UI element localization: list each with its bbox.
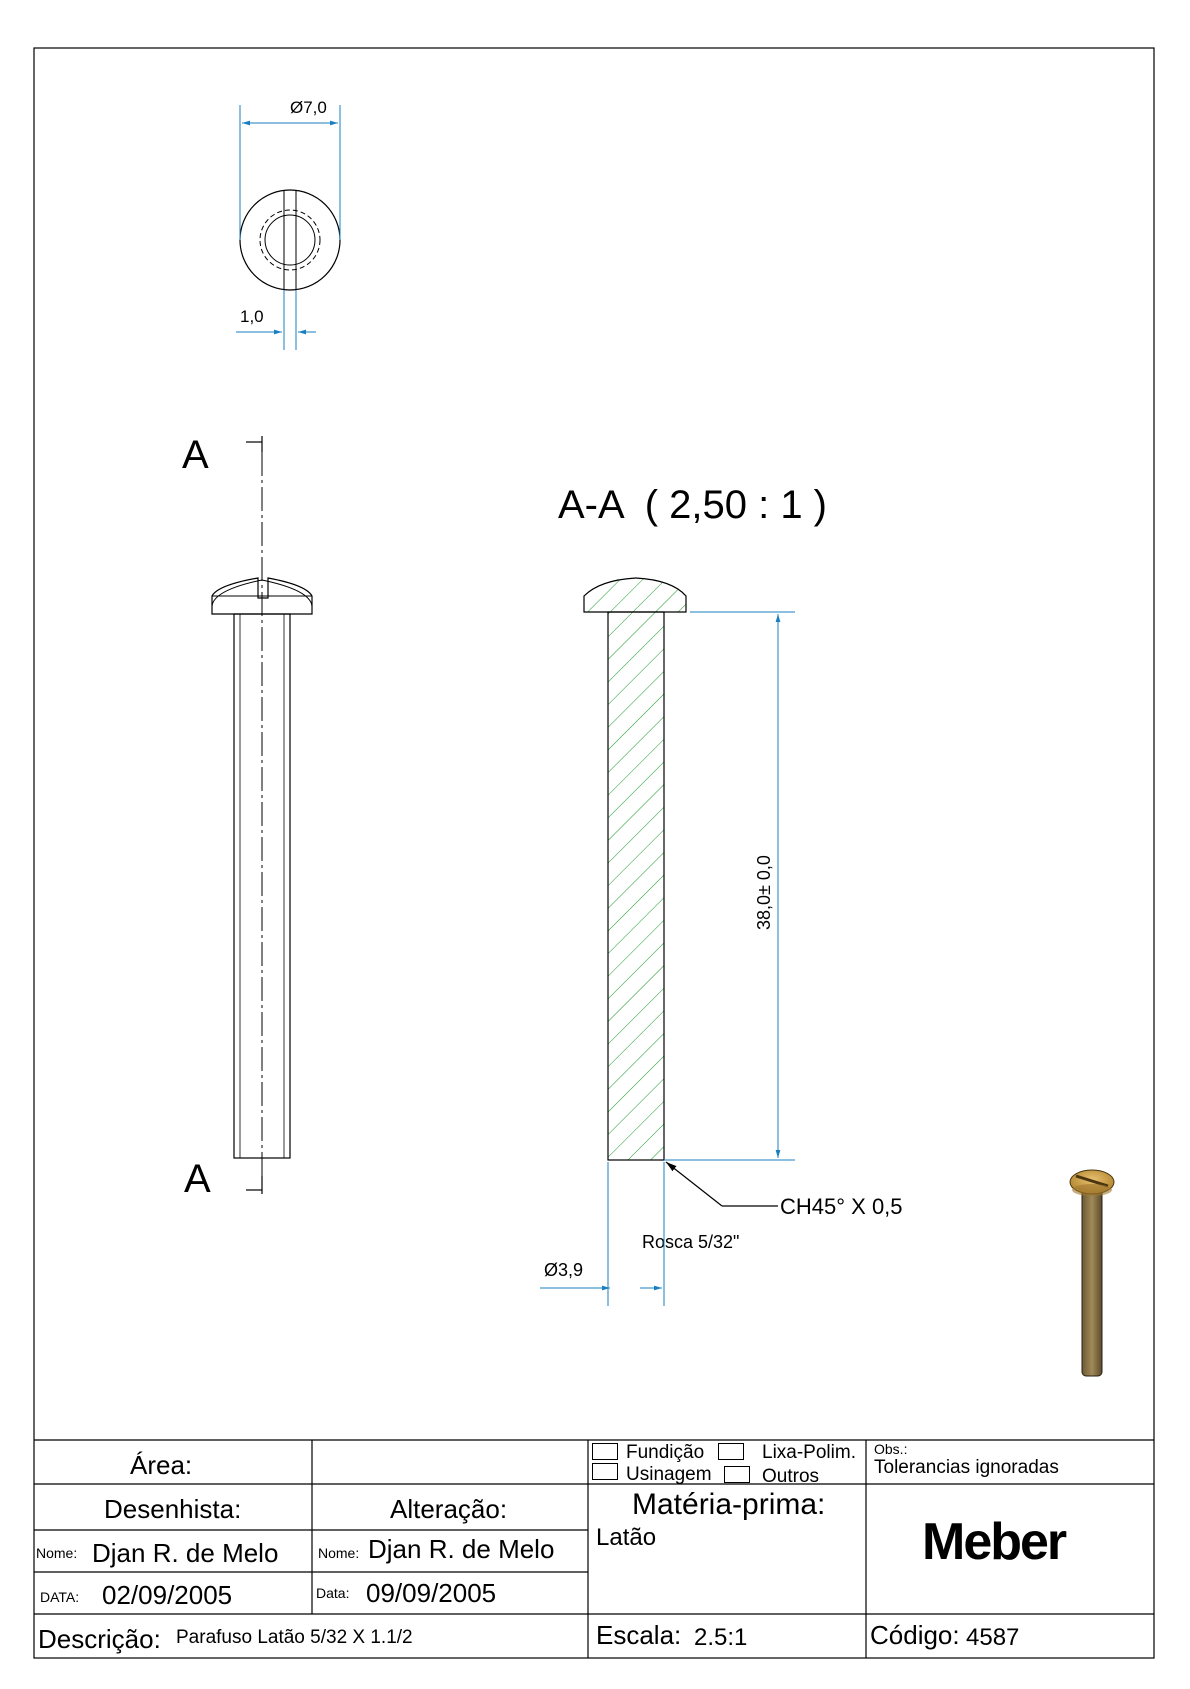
diameter-label: Ø3,9 xyxy=(544,1260,584,1280)
top-diameter-label: Ø7,0 xyxy=(290,98,327,117)
section-title: A-A ( 2,50 : 1 ) xyxy=(558,483,828,527)
meber-logo: Meber xyxy=(922,1513,1066,1571)
side-view xyxy=(182,433,312,1201)
alteration-date-label: Data: xyxy=(316,1585,350,1601)
section-view xyxy=(540,483,903,1306)
process-option-fundicao: Fundição xyxy=(626,1442,705,1463)
alteration-name: Djan R. de Melo xyxy=(368,1534,555,1564)
code-label: Código: xyxy=(870,1620,960,1650)
drafter-date-label: DATA: xyxy=(40,1589,80,1605)
thread-label: Rosca 5/32" xyxy=(642,1232,740,1252)
section-marker-top: A xyxy=(182,433,209,477)
scale-value: 2.5:1 xyxy=(694,1624,748,1651)
top-view xyxy=(236,98,340,350)
process-checkbox-lixa-polim[interactable] xyxy=(718,1443,744,1460)
process-checkbox-outros[interactable] xyxy=(724,1466,750,1483)
scale-label: Escala: xyxy=(596,1620,682,1650)
description-value: Parafuso Latão 5/32 X 1.1/2 xyxy=(176,1627,413,1648)
code-value: 4587 xyxy=(966,1624,1020,1651)
chamfer-label: CH45° X 0,5 xyxy=(780,1194,903,1219)
obs-label: Obs.: xyxy=(874,1441,908,1457)
area-label: Área: xyxy=(130,1450,193,1480)
length-label: 38,0± 0,0 xyxy=(754,855,774,930)
drafter-date: 02/09/2005 xyxy=(102,1580,233,1610)
alteration-name-label: Nome: xyxy=(318,1545,360,1561)
material-label: Matéria-prima: xyxy=(632,1488,826,1521)
drafter-label: Desenhista: xyxy=(104,1494,242,1524)
obs-text: Tolerancias ignoradas xyxy=(874,1457,1059,1478)
section-marker-bottom: A xyxy=(184,1157,211,1201)
material-value: Latão xyxy=(596,1524,657,1551)
top-slot-label: 1,0 xyxy=(240,307,264,326)
screw-3d-preview xyxy=(1070,1170,1114,1376)
process-option-lixa-polim: Lixa-Polim. xyxy=(762,1442,856,1463)
alteration-label: Alteração: xyxy=(390,1494,508,1524)
process-option-outros: Outros xyxy=(762,1466,820,1487)
drafter-name: Djan R. de Melo xyxy=(92,1538,279,1568)
process-checkbox-fundicao[interactable] xyxy=(592,1443,618,1460)
description-label: Descrição: xyxy=(38,1624,161,1654)
process-option-usinagem: Usinagem xyxy=(626,1464,712,1485)
process-checkbox-usinagem[interactable] xyxy=(592,1463,618,1480)
drafter-name-label: Nome: xyxy=(36,1545,78,1561)
sheet-border xyxy=(34,48,1154,1658)
alteration-date: 09/09/2005 xyxy=(366,1578,497,1608)
